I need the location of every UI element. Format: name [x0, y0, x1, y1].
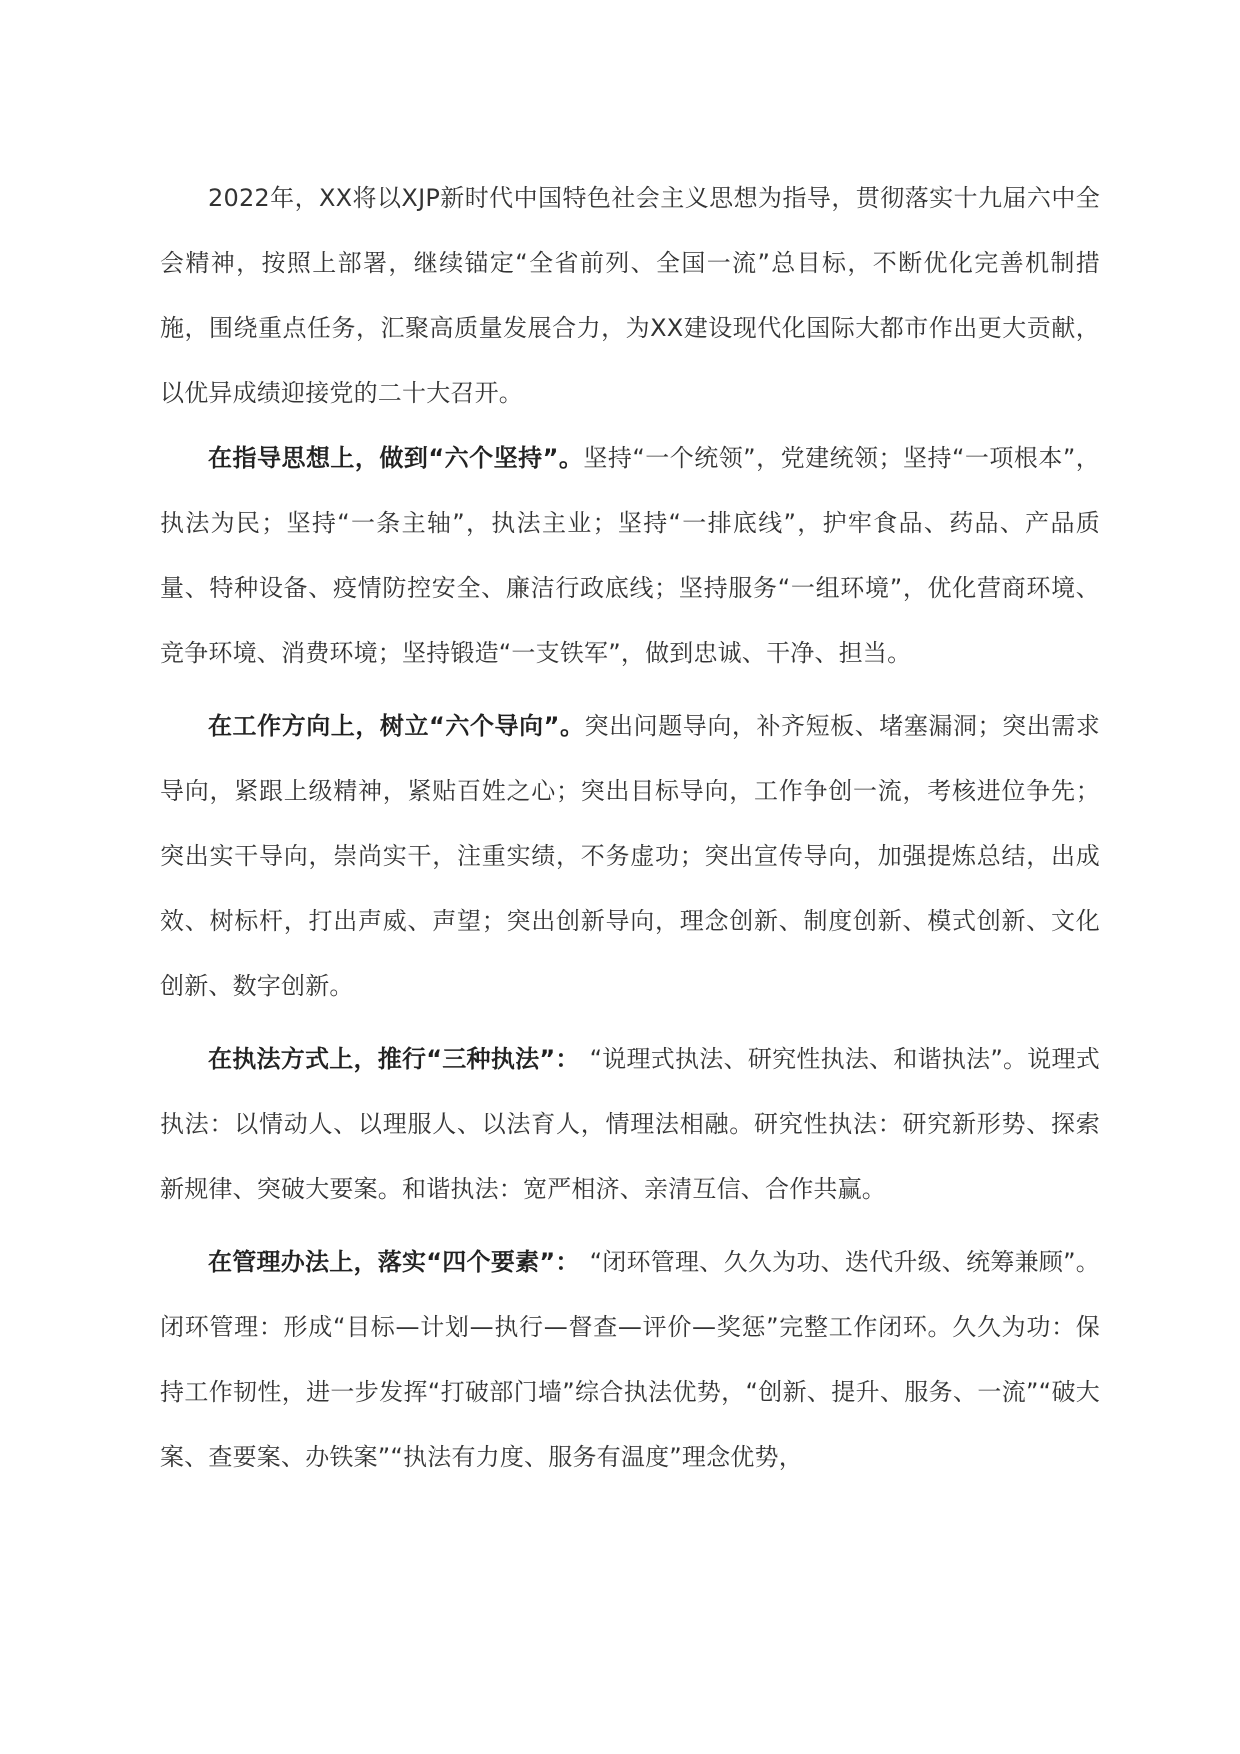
paragraph-body: 突出问题导向，补齐短板、堵塞漏洞；突出需求导向，紧跟上级精神，紧贴百姓之心；突出目标导向，工作争创一流，考核进位争先；突出实干导向，崇尚实干，注重实绩，不务虚功；突出宣传导向，加强提炼总结，出成效、树标杆，打出声威、声望；突出创新导向，理念创新、制度创新、模式创新、文化创新、数字创新。 — [160, 712, 1100, 1000]
paragraph-lead: 在工作方向上，树立“六个导向”。 — [208, 712, 585, 740]
paragraph-body: “闭环管理、久久为功、迭代升级、统筹兼顾”。闭环管理：形成“目标—计划—执行—督查—评价—奖惩”完整工作闭环。久久为功：保持工作韧性，进一步发挥“打破部门墙”综合执法优势，“创新、提升、服务、一流”“破大案、查要案、办铁案”“执法有力度、服务有温度”理念优势， — [160, 1248, 1101, 1471]
paragraph-management-method — [160, 1230, 1100, 1490]
paragraph-guiding-ideology — [160, 426, 1100, 686]
paragraph-body: 2022年，XX将以XJP新时代中国特色社会主义思想为指导，贯彻落实十九届六中全会精神，按照上部署，继续锚定“全省前列、全国一流”总目标，不断优化完善机制措施，围绕重点任务，汇聚高质量发展合力，为XX建设现代化国际大都市作出更大贡献，以优异成绩迎接党的二十大召开。 — [160, 184, 1100, 407]
paragraph-lead: 在指导思想上，做到“六个坚持”。 — [208, 444, 584, 472]
paragraph-lead: 在管理办法上，落实“四个要素”： — [208, 1248, 580, 1276]
paragraph-intro — [160, 166, 1100, 426]
paragraph-body: 坚持“一个统领”，党建统领；坚持“一项根本”，执法为民；坚持“一条主轴”，执法主业；坚持“一排底线”，护牢食品、药品、产品质量、特种设备、疫情防控安全、廉洁行政底线；坚持服务“一组环境”，优化营商环境、竞争环境、消费环境；坚持锻造“一支铁军”，做到忠诚、干净、担当。 — [160, 444, 1100, 667]
paragraph-enforcement-method — [160, 1027, 1100, 1222]
document-page — [160, 166, 1100, 1498]
paragraph-lead: 在执法方式上，推行“三种执法”： — [208, 1045, 580, 1073]
paragraph-body: “说理式执法、研究性执法、和谐执法”。说理式执法：以情动人、以理服人、以法育人，情理法相融。研究性执法：研究新形势、探索新规律、突破大要案。和谐执法：宽严相济、亲清互信、合作共赢。 — [160, 1045, 1101, 1203]
paragraph-work-direction — [160, 694, 1100, 1019]
